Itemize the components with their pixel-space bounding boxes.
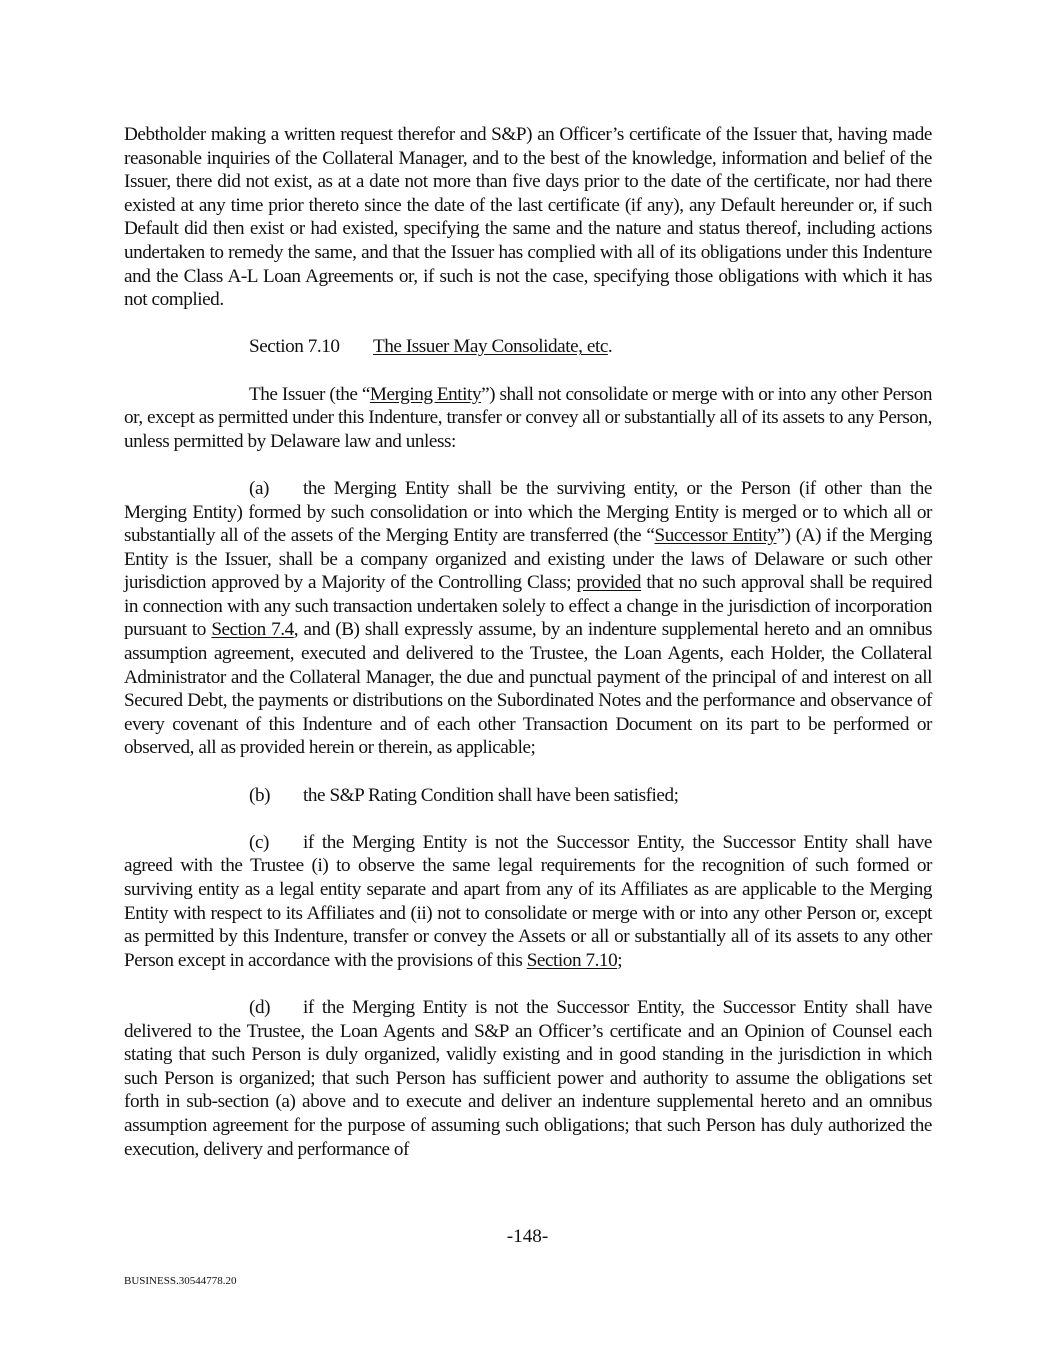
section-number: Section 7.10 — [249, 336, 340, 358]
clause-a-text-1: the Merging Entity shall be the surviving entity, or the Person (if other than the Merging Entity) formed by such consolidation or into which the Merging Entity is merged or to which all or substantially all of the assets of the Merging Entity are transferred (the “ — [124, 477, 932, 547]
clause-c-text-2: ; — [617, 949, 623, 971]
defined-term-successor-entity: Successor Entity — [654, 525, 777, 547]
page-number: -148- — [506, 1226, 549, 1247]
intro-paragraph — [124, 383, 932, 454]
clause-a — [124, 477, 932, 760]
section-heading — [124, 335, 932, 359]
clause-d — [124, 996, 932, 1161]
clause-c-text-1: if the Merging Entity is not the Successor Entity, the Successor Entity shall have agreed with the Trustee (i) to observe the same legal requirements for the recognition of such formed or surviving entity as a legal entity separate and apart from any of its Affiliates as are applicable to the Merging Entity with respect to its Affiliates and (ii) not to consolidate or merge with or into any other Person or, except as permitted by this Indenture, transfer or convey the Assets or all or substantially all of its assets to any other Person except in accordance with the provisions of this — [124, 831, 932, 971]
defined-term-merging-entity: Merging Entity — [369, 383, 482, 405]
document-page — [124, 123, 932, 1185]
clause-c — [124, 831, 932, 973]
section-title: The Issuer May Consolidate, etc — [373, 336, 608, 358]
clause-a-label: (a) — [249, 477, 269, 499]
clause-b-text: the S&P Rating Condition shall have been satisfied; — [303, 784, 679, 806]
paragraph-continuation: Debtholder making a written request therefor and S&P) an Officer’s certificate of the Issuer that, having made reasonable inquiries of the Collateral Manager, and to the best of the knowledge, information and belief of the Issuer, there did not exist, as at a date not more than five days prior to the date of the certificate, nor had there existed at any time prior thereto since the date of the last certificate (if any), any Default hereunder or, if such Default did then exist or had existed, specifying the same and the nature and status thereof, including actions undertaken to remedy the same, and that the Issuer has complied with all of its obligations under this Indenture and the Class A-L Loan Agreements or, if such is not the case, specifying those obligations with which it has not complied. — [124, 124, 932, 311]
intro-text-post: ”) shall not consolidate or merge with or into any other Person or, except as permitted under this Indenture, transfer or convey all or substantially all of its assets to any Person, unless permitted by Delaware law and unless: — [124, 383, 932, 452]
clause-c-label: (c) — [249, 831, 269, 853]
section-title-suffix: . — [607, 336, 613, 358]
clause-b — [124, 784, 932, 808]
clause-a-text-2: ”) (A) if the Merging Entity is the Issuer, shall be a company organized and existing under the laws of Delaware or such other jurisdiction approved by a Majority of the Controlling Class; — [124, 525, 932, 594]
clause-b-label: (b) — [249, 784, 271, 806]
cross-reference-section-7-10[interactable]: Section 7.10 — [526, 949, 618, 971]
clause-d-text: if the Merging Entity is not the Successor Entity, the Successor Entity shall have delivered to the Trustee, the Loan Agents and S&P an Officer’s certificate and an Opinion of Counsel each stating that such Person is duly organized, validly existing and in good standing in the jurisdiction in which such Person is organized; that such Person has sufficient power and authority to assume the obligations set forth in sub-section (a) above and to execute and deliver an indenture supplemental hereto and an omnibus assumption agreement for the purpose of assuming such obligations; that such Person has duly authorized the execution, delivery and performance of — [124, 996, 932, 1160]
clause-a-text-4: , and (B) shall expressly assume, by an indenture supplemental hereto and an omnibus assumption agreement, executed and delivered to the Trustee, the Loan Agents, each Holder, the Collateral Administrator and the Collateral Manager, the due and punctual payment of the principal of and interest on all Secured Debt, the payments or distributions on the Subordinated Notes and the performance and observance of every covenant of this Indenture and of each other Transaction Document on its part to be performed or observed, all as provided herein or therein, as applicable; — [124, 619, 933, 759]
document-id: BUSINESS.30544778.20 — [124, 1275, 237, 1287]
intro-text-pre: The Issuer (the “ — [249, 383, 370, 405]
clause-d-label: (d) — [249, 996, 271, 1018]
proviso-term: provided — [576, 572, 642, 594]
clause-a-text-3: that no such approval shall be required in connection with any such transaction undertaken solely to effect a change in the jurisdiction of incorporation pursuant to — [124, 572, 932, 641]
cross-reference-section-7-4[interactable]: Section 7.4 — [211, 619, 294, 641]
